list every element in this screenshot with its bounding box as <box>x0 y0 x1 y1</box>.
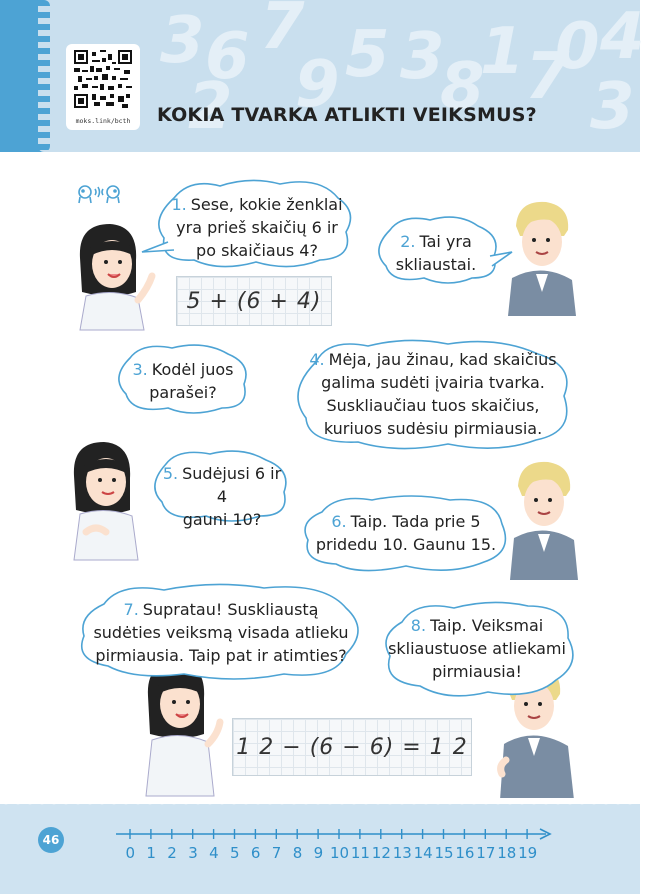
dialogue-5 <box>156 462 288 531</box>
dialogue-line: Kodėl juos <box>151 360 234 379</box>
number-line-label: 7 <box>271 844 282 862</box>
dialogue-line: po skaičiaus 4? <box>196 241 318 260</box>
number-line-label: 11 <box>350 844 370 862</box>
bg-digit: 9 <box>295 48 340 122</box>
dialogue-8 <box>388 614 566 683</box>
bg-digit: 3 <box>590 70 635 144</box>
number-line-label: 8 <box>292 844 303 862</box>
dialogue-line: Mėja, jau žinau, kad skaičius <box>328 350 557 369</box>
bg-digit: 3 <box>160 4 205 78</box>
dialogue-number: 4. <box>309 350 325 369</box>
dialogue-line: Suskliaučiau tuos skaičius, <box>326 396 540 415</box>
dialogue-2 <box>380 230 492 276</box>
number-line-label: 14 <box>413 844 433 862</box>
header-binding-edge <box>0 0 44 152</box>
dialogue-number: 5. <box>162 464 179 483</box>
dialogue-line: skliaustuose atliekami <box>388 639 566 658</box>
qr-code-pattern <box>74 50 132 108</box>
number-line-label: 2 <box>167 844 177 862</box>
woman-character <box>506 196 578 316</box>
board-expression: 5 + (6 + 4) <box>186 288 322 314</box>
dialogue-line: parašei? <box>149 383 217 402</box>
dialogue-number: 1. <box>171 195 187 214</box>
girl-character <box>72 218 162 330</box>
number-line-label: 3 <box>188 844 198 862</box>
dialogue-number: 8. <box>410 616 427 635</box>
bg-digit: 0 <box>555 10 600 84</box>
listening-birds-icon <box>76 183 122 205</box>
number-line-label: 1 <box>146 844 156 862</box>
woman-character <box>508 456 578 580</box>
dialogue-number: 7. <box>123 600 139 619</box>
dialogue-line: sudėties veiksmą visada atlieku <box>93 623 349 642</box>
math-board <box>232 718 472 776</box>
bg-digit: 8 <box>440 50 485 124</box>
number-line-label: 4 <box>209 844 219 862</box>
dialogue-line: Sudėjusi 6 ir 4 <box>182 464 282 506</box>
footer-wave-edge <box>0 798 640 810</box>
dialogue-number: 2. <box>400 232 416 251</box>
number-line-label: 6 <box>250 844 261 862</box>
number-line-label: 16 <box>455 844 475 862</box>
number-line <box>110 826 556 842</box>
dialogue-line: gauni 10? <box>182 510 262 529</box>
dialogue-line: pridedu 10. Gaunu 15. <box>315 535 497 554</box>
number-line-label: 19 <box>518 844 538 862</box>
bg-digit: 3 <box>400 20 445 94</box>
dialogue-line: Taip. Tada prie 5 <box>350 512 481 531</box>
page-title: KOKIA TVARKA ATLIKTI VEIKSMUS? <box>157 104 537 126</box>
dialogue-1 <box>164 193 350 262</box>
dialogue-line: kuriuos sudėsiu pirmiausia. <box>323 419 543 438</box>
bg-digit: 7 <box>260 0 305 64</box>
board-expression: 1 2 − (6 − 6) = 1 2 <box>236 734 468 760</box>
dialogue-7 <box>84 598 358 667</box>
bg-digit: 6 <box>205 20 250 94</box>
dialogue-line: Tai yra <box>419 232 472 251</box>
qr-caption: moks.link/bcth <box>75 117 131 125</box>
number-line-label: 9 <box>313 844 324 862</box>
dialogue-4 <box>300 348 566 440</box>
bg-digit: 4 <box>600 0 645 74</box>
bg-digit: 2 <box>188 70 233 144</box>
number-line-label: 17 <box>476 844 496 862</box>
dialogue-6 <box>308 510 504 556</box>
number-line-label: 0 <box>125 844 136 862</box>
math-board <box>176 276 332 326</box>
dialogue-line: pirmiausia. Taip pat ir atimties? <box>95 646 347 665</box>
dialogue-3 <box>118 358 248 404</box>
number-line-label: 5 <box>230 844 240 862</box>
number-line-label: 18 <box>497 844 517 862</box>
girl-character <box>66 436 156 560</box>
bg-digit: 5 <box>345 18 390 92</box>
dialogue-line: Taip. Veiksmai <box>430 616 544 635</box>
bg-digit: 7 <box>525 40 570 114</box>
dialogue-number: 6. <box>331 512 347 531</box>
dialogue-line: skliaustai. <box>395 255 477 274</box>
number-line-label: 10 <box>330 844 350 862</box>
number-line-label: 15 <box>434 844 454 862</box>
bg-digit: 1 <box>480 15 525 89</box>
dialogue-line: Sese, kokie ženklai <box>190 195 343 214</box>
number-line-label: 13 <box>392 844 412 862</box>
dialogue-line: Supratau! Suskliaustą <box>142 600 319 619</box>
dialogue-number: 3. <box>132 360 148 379</box>
dialogue-line: galima sudėti įvairia tvarka. <box>321 373 545 392</box>
number-line-label: 12 <box>371 844 391 862</box>
qr-code[interactable] <box>66 44 140 130</box>
dialogue-line: pirmiausia! <box>432 662 522 681</box>
dialogue-line: yra prieš skaičių 6 ir <box>176 218 338 237</box>
page-number: 46 <box>38 827 64 853</box>
